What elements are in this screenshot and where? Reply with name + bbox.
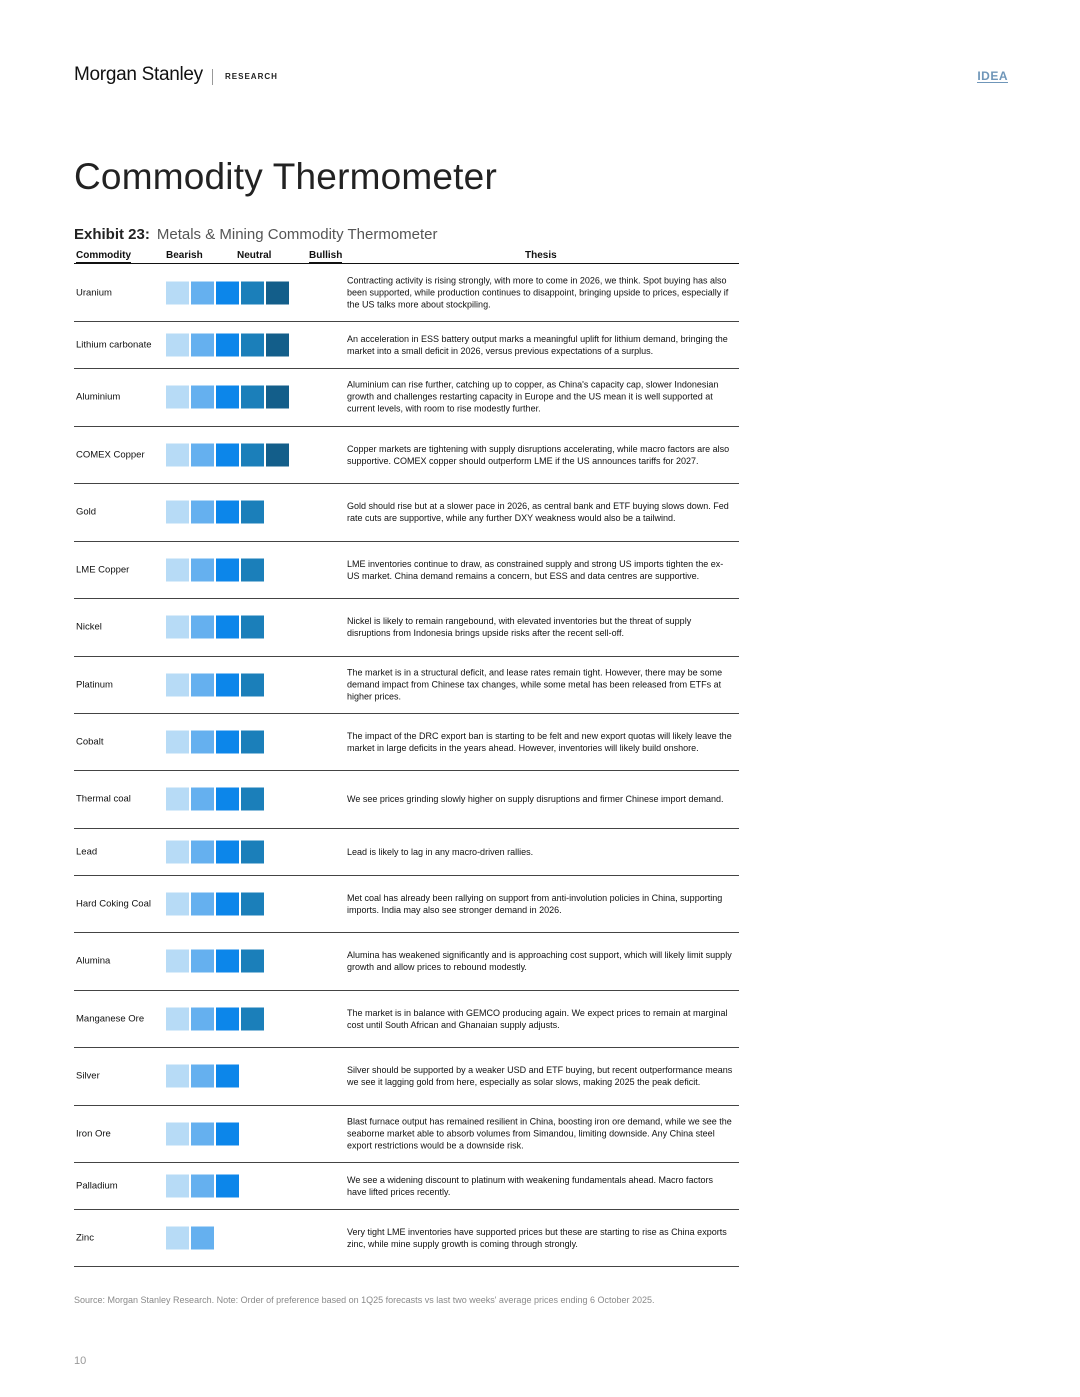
thermometer-scale [166,501,264,524]
thermometer-block [241,333,264,356]
commodity-name: Cobalt [76,736,104,747]
thermometer-block [191,558,214,581]
thermometer-block [166,950,189,973]
thermometer-block [216,501,239,524]
thermometer-scale [166,840,264,863]
table-row [74,828,739,876]
thermometer-scale [166,1226,214,1249]
source-note: Source: Morgan Stanley Research. Note: Order of preference based on 1Q25 forecasts vs last two weeks' average prices ending 6 October 2025. [74,1295,655,1305]
thesis-text: The market is in balance with GEMCO producing again. We expect prices to remain at marginal cost until South African and Ghanaian supply adjusts. [347,1007,728,1030]
commodity-name: Uranium [76,287,112,298]
page-header [74,64,1008,90]
exhibit-caption [74,226,438,243]
thermometer-block [191,840,214,863]
thermometer-block [216,1065,239,1088]
thesis-text: Silver should be supported by a weaker USD and ETF buying, but recent outperformance means we see it lagging gold from here, especially as solar slows, making 2025 the peak deficit. [347,1064,733,1087]
thesis-text: An acceleration in ESS battery output marks a meaningful uplift for lithium demand, bringing the market into a small deficit in 2026, versus previous expectations of a surplus. [347,333,728,356]
thermometer-block [166,1007,189,1030]
thermometer-block [241,281,264,304]
table-row [74,770,739,829]
thermometer-block [216,840,239,863]
thermometer-block [191,950,214,973]
thermometer-block [166,892,189,915]
thermometer-block [241,386,264,409]
commodity-name: Lithium carbonate [76,339,152,350]
commodity-name: Thermal coal [76,793,131,805]
thermometer-scale [166,443,289,466]
thesis-text: We see a widening discount to platinum with weakening fundamentals ahead. Macro factors have lifted prices recently. [347,1174,714,1197]
thermometer-block [166,673,189,696]
thermometer-block [241,730,264,753]
thermometer-block [166,501,189,524]
commodity-name: Lead [76,846,98,857]
table-row [74,541,739,599]
thermometer-block [266,386,289,409]
table-row [74,1105,739,1163]
thermometer-block [166,840,189,863]
exhibit-number: Exhibit 23: [74,226,150,243]
table-row [74,1209,739,1267]
thesis-text: Copper markets are tightening with supply disruptions accelerating, while macro factors are also supportive. COMEX copper should outperform LME if the US announces tariffs for 2027. [347,443,730,466]
thermometer-scale [166,616,264,639]
thermometer-block [191,788,214,811]
commodity-name: Nickel [76,621,102,633]
commodity-name: Hard Coking Coal [76,898,151,909]
table-header [74,250,739,264]
table-row [74,1162,739,1210]
thermometer-block [266,333,289,356]
thesis-text: Gold should rise but at a slower pace in 2026, as central bank and ETF buying slows down. Fed rate cuts are supportive, while any further DXY weakness would also be a tailwind. [347,500,729,523]
thermometer-block [241,673,264,696]
thermometer-block [241,840,264,863]
exhibit-title: Metals & Mining Commodity Thermometer [156,226,438,243]
thermometer-block [216,950,239,973]
thesis-text: Alumina has weakened significantly and is approaching cost support, which will likely limit supply growth and allow prices to rebound modestly. [347,949,732,972]
commodity-name: Alumina [76,955,111,967]
thermometer-block [191,501,214,524]
thermometer-block [191,1122,214,1145]
thermometer-block [216,443,239,466]
thermometer-block [216,386,239,409]
thesis-text: The impact of the DRC export ban is starting to be felt and new export quotas will likely leave the market in large deficits in the years ahead. However, inventories will likely build onshore. [347,730,732,753]
table-row [74,990,739,1048]
thermometer-block [191,333,214,356]
thermometer-block [241,558,264,581]
commodity-name: Platinum [76,679,113,690]
thermometer-block [166,281,189,304]
table-row [74,713,739,771]
thesis-text: LME inventories continue to draw, as constrained supply and strong US imports tighten the ex-US market. China demand remains a concern, but ESS and data centres are supportive. [347,558,724,581]
thermometer-block [241,950,264,973]
brand-logo: Morgan Stanley [74,64,203,85]
thermometer-block [191,892,214,915]
thermometer-scale [166,558,264,581]
thermometer-scale [166,730,264,753]
thermometer-block [166,1122,189,1145]
thermometer-block [241,1007,264,1030]
section-label: RESEARCH [225,72,278,81]
thermometer-scale [166,1122,239,1145]
thermometer-block [191,281,214,304]
thermometer-block [191,386,214,409]
thesis-text: Contracting activity is rising strongly, with more to come in 2026, we think. Spot buying has also been supported, while production continues to disappoint, bringing upside to prices, especially if the US talks more about stockpiling. [347,275,729,310]
thesis-text: Lead is likely to lag in any macro-driven rallies. [347,846,534,857]
thermometer-block [241,443,264,466]
thermometer-block [216,730,239,753]
thesis-text: We see prices grinding slowly higher on supply disruptions and firmer Chinese import demand. [347,793,724,804]
thermometer-block [166,386,189,409]
commodity-name: Zinc [76,1232,94,1243]
thermometer-block [216,892,239,915]
thermometer-block [166,616,189,639]
thermometer-block [191,1226,214,1249]
thermometer-scale [166,673,264,696]
thermometer-block [241,616,264,639]
thermometer-block [266,443,289,466]
column-header-bearish: Bearish [166,250,203,261]
page-title: Commodity Thermometer [74,156,497,197]
thermometer-block [166,788,189,811]
thesis-text: The market is in a structural deficit, and lease rates remain tight. However, there may be some demand impact from Chinese tax changes, while some metal has been released from ETFs at higher prices. [347,667,723,702]
thermometer-block [166,443,189,466]
thermometer-block [216,1174,239,1197]
thermometer-block [191,673,214,696]
thermometer-block [166,333,189,356]
table-row [74,264,739,322]
thermometer-block [266,281,289,304]
thermometer-block [216,281,239,304]
commodity-name: Manganese Ore [76,1013,145,1024]
thesis-text: Aluminium can rise further, catching up to copper, as China's capacity cap, slower Indonesian growth and challenges restarting capacity in Europe and the US mean it is well supported at current levels, with room to rise modestly further. [347,379,719,415]
thermometer-block [191,616,214,639]
table-row [74,932,739,991]
commodity-name: Silver [76,1070,100,1082]
thermometer-block [216,788,239,811]
thermometer-scale [166,950,264,973]
thermometer-scale [166,386,289,409]
thermometer-block [216,1122,239,1145]
thermometer-scale [166,1007,264,1030]
table-row [74,368,739,427]
thermometer-block [241,501,264,524]
thermometer-block [191,730,214,753]
page-number: 10 [74,1355,87,1367]
thermometer-block [216,1007,239,1030]
thermometer-block [166,1174,189,1197]
table-row [74,598,739,657]
table-row [74,426,739,484]
thermometer-block [166,1226,189,1249]
thermometer-scale [166,281,289,304]
thermometer-block [241,788,264,811]
commodity-name: Aluminium [76,391,121,403]
thermometer-scale [166,1174,239,1197]
table-row [74,1047,739,1106]
thermometer-block [191,1065,214,1088]
thermometer-block [191,1174,214,1197]
commodity-name: Gold [76,506,97,518]
column-header-thesis: Thesis [525,250,557,261]
thermometer-block [241,892,264,915]
thermometer-block [216,558,239,581]
thesis-text: Blast furnace output has remained resilient in China, boosting iron ore demand, while we see the seaborne market able to absorb volumes from Simandou, limiting downside. Any China steel export restrictions would be a downside risk. [347,1116,732,1151]
thermometer-block [216,333,239,356]
thermometer-scale [166,892,264,915]
thesis-text: Met coal has already been rallying on support from anti-involution policies in China, supporting imports. India may also see stronger demand in 2026. [347,892,723,915]
column-header-neutral: Neutral [237,250,272,261]
brand-divider [212,69,213,85]
thesis-text: Very tight LME inventories have supported prices but these are starting to rise as China exports zinc, while mine supply growth is coming through strongly. [347,1226,727,1249]
thermometer-scale [166,788,264,811]
thesis-text: Nickel is likely to remain rangebound, with elevated inventories but the threat of supply disruptions from Indonesia brings upside risks after the recent sell-off. [347,615,692,638]
idea-tag: IDEA [977,69,1008,83]
column-header-commodity: Commodity [76,250,131,261]
thermometer-scale [166,333,289,356]
thermometer-block [166,730,189,753]
thermometer-block [191,1007,214,1030]
thermometer-block [191,443,214,466]
thermometer-block [216,673,239,696]
commodity-name: Palladium [76,1180,118,1191]
table-row [74,321,739,369]
thermometer-block [166,1065,189,1088]
column-header-bullish: Bullish [309,250,343,261]
thermometer-block [166,558,189,581]
table-row [74,483,739,542]
thermometer-block [216,616,239,639]
table-row [74,656,739,714]
commodity-name: COMEX Copper [76,449,145,460]
commodity-name: LME Copper [76,564,130,575]
table-row [74,875,739,933]
thermometer-scale [166,1065,239,1088]
commodity-name: Iron Ore [76,1128,111,1139]
